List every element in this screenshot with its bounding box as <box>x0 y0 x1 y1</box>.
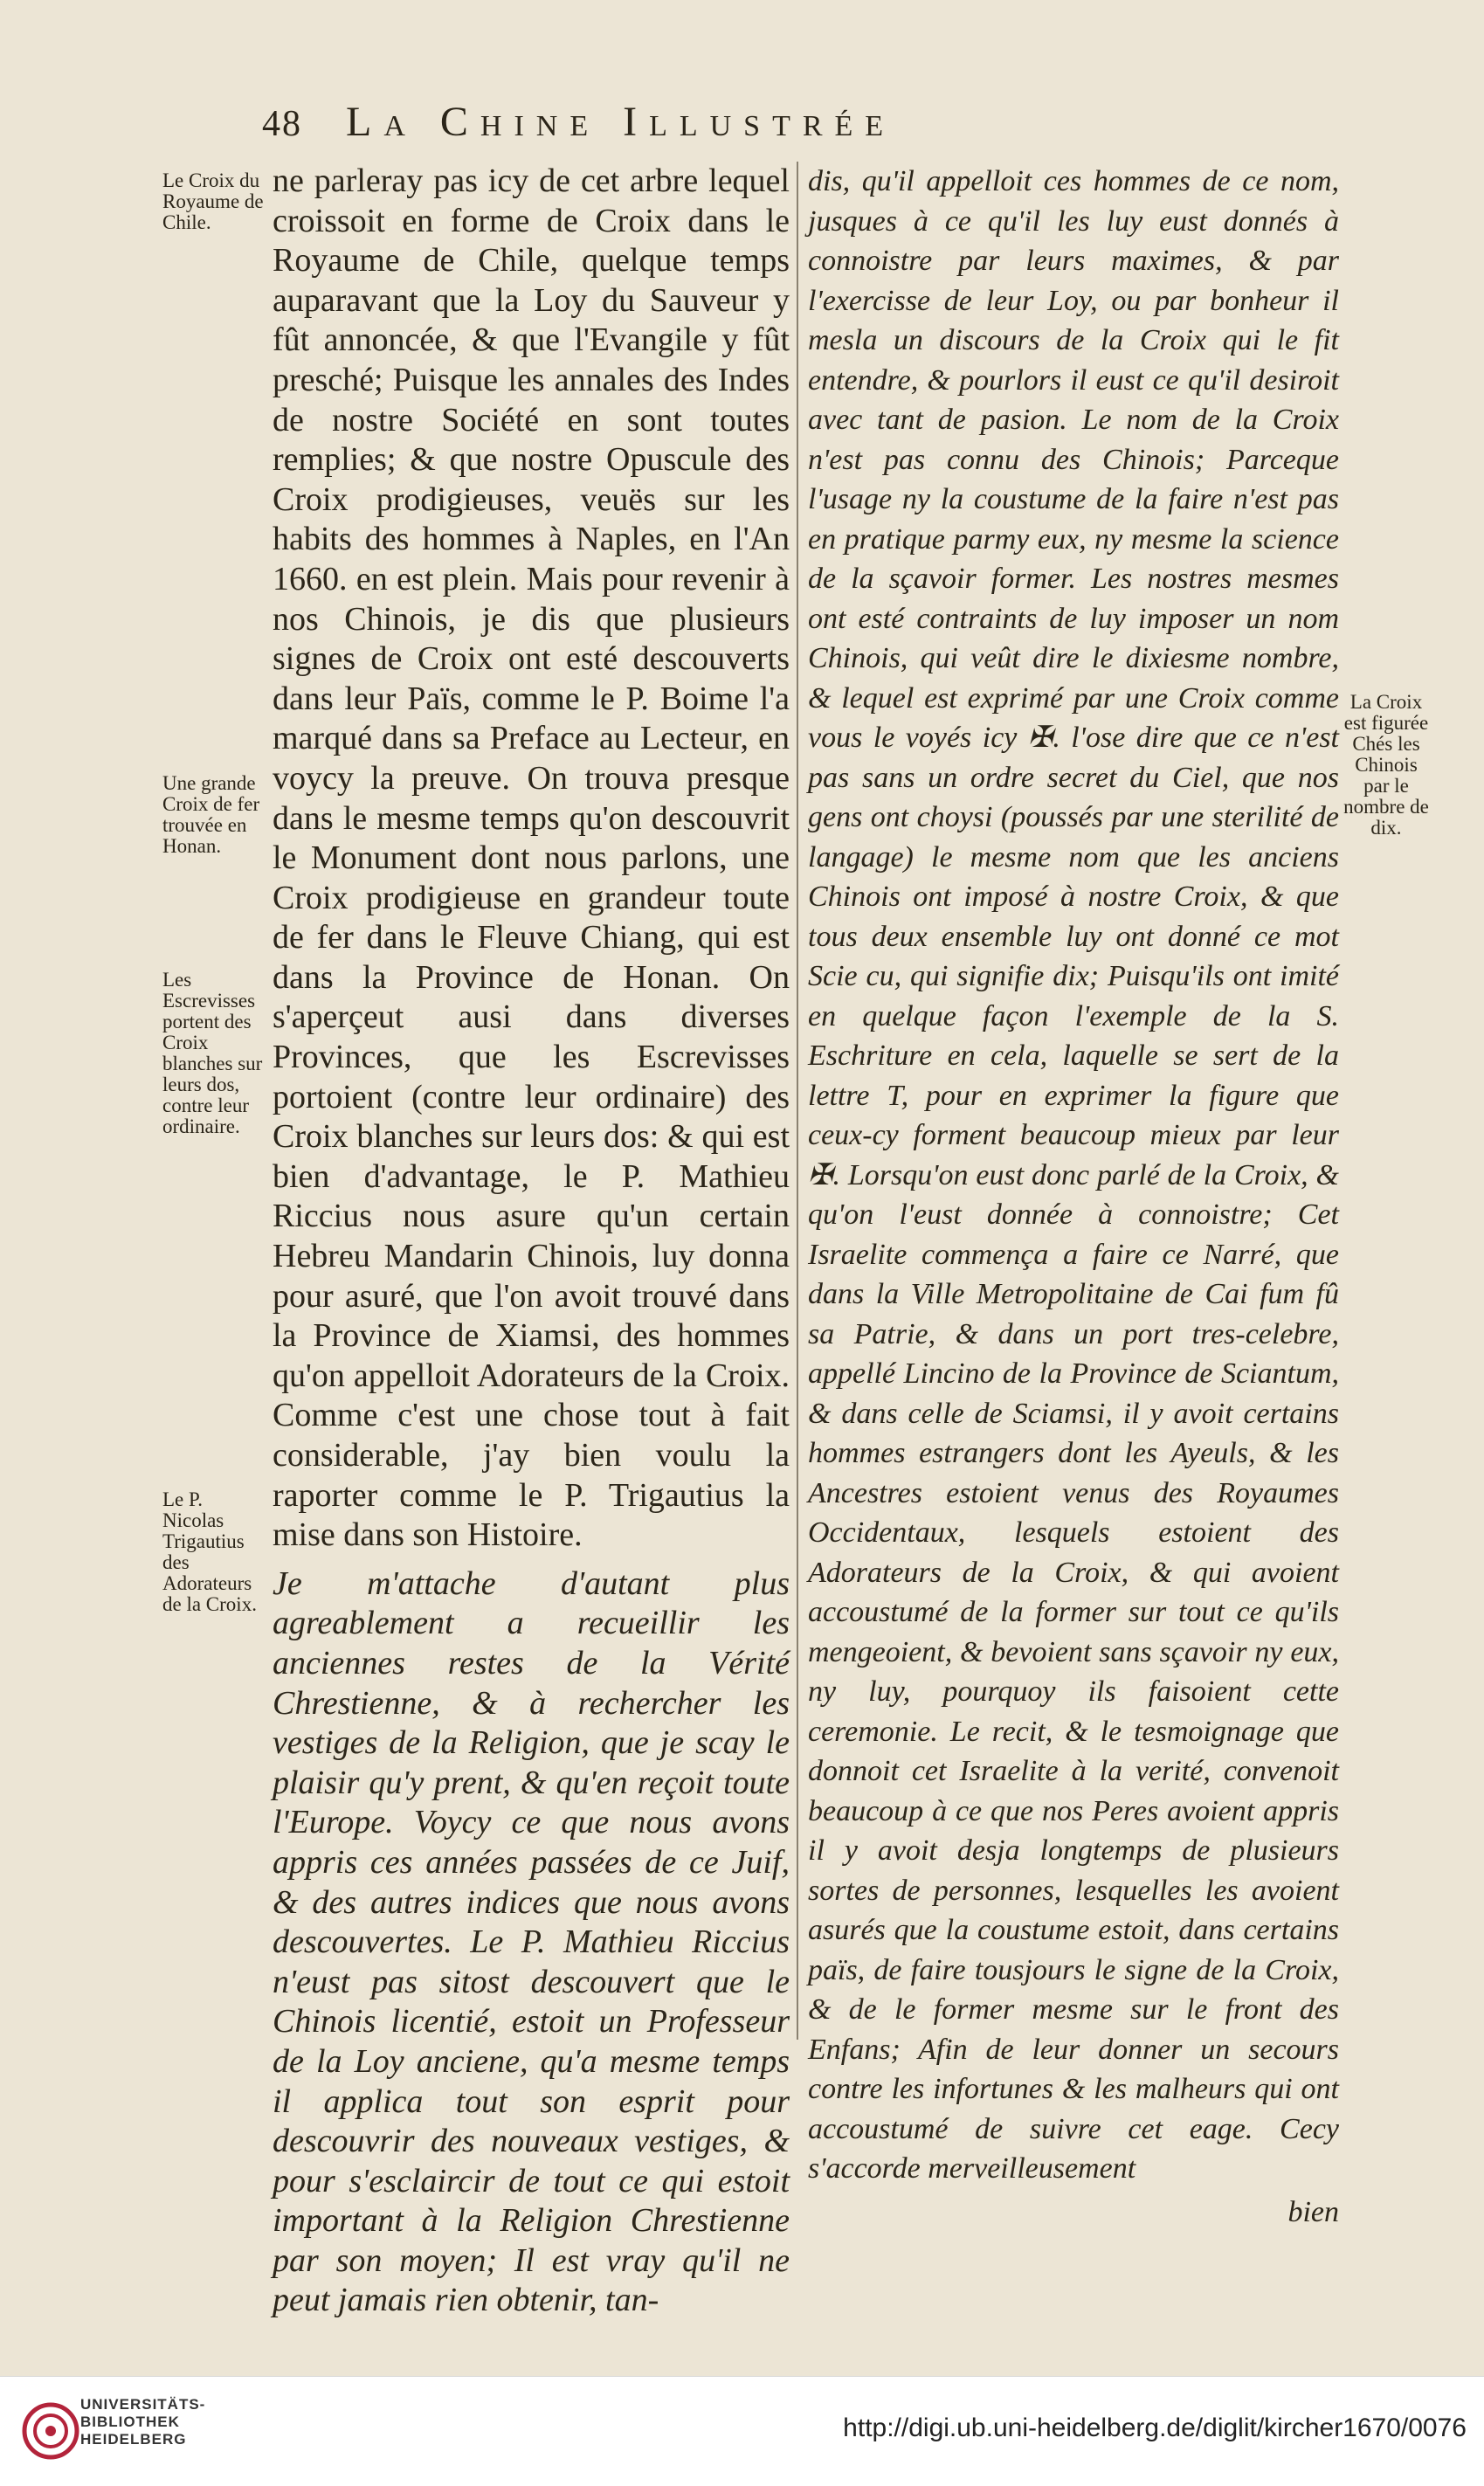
margin-note-trigautius: Le P. Nicolas Trigautius des Adorateurs de la Croix. <box>162 1488 257 1615</box>
left-paragraph-2: Je m'attache d'autant plus agreablement a recueillir les anciennes restes de la Vérité Chrestienne, & à rechercher les vestiges de la Religion, que je scay le plaisir qu'y prent, & qu'en reçoit toute l'Europe. Voycy ce que nous avons appris ces années passées de ce Juif, & des autres indices que nous avons descouvertes. Le P. Mathieu Riccius n'eust pas sitost descouvert que le Chinois licentié, estoit un Professeur de la Loy anciene, qu'a mesme temps il applica tout son esprit pour descouvrir des nouveaux vestiges, & pour s'esclaircir de tout ce qui estoit important à la Religion Chrestienne par son moyen; Il est vray qu'il ne peut jamais rien obtenir, tan- <box>273 1564 790 2319</box>
margin-note-chile: Le Croix du Royaume de Chile. <box>162 169 264 233</box>
viewer-footer <box>0 2376 1484 2486</box>
catchword: bien <box>1287 2195 1339 2228</box>
permalink-url[interactable]: http://digi.ub.uni-heidelberg.de/diglit/kircher1670/0076 <box>843 2413 1467 2442</box>
right-paragraph-1: dis, qu'il appelloit ces hommes de ce nom, jusques à ce qu'il les luy eust donnés à connoistre par leurs maximes, & par l'exercisse de leur Loy, ou par bonheur il mesla un discours de la Croix qui le fit entendre, & pourlors il eust ce qu'il desiroit avec tant de pasion. Le nom de la Croix n'est pas connu des Chinois; Parceque l'usage ny la coustume de la faire n'est pas en pratique parmy eux, ny mesme la science de la sçavoir former. Les nostres mesmes ont esté contraints de luy imposer un nom Chinois, qui veût dire le dixiesme nombre, & lequel est exprimé par une Croix comme vous le voyés icy ✠. l'ose dire que ce n'est pas sans un ordre secret du Ciel, que nos gens ont choysi (poussés par une sterilité de langage) le mesme nom que les anciens Chinois ont imposé à nostre Croix, & que tous deux ensemble luy ont donné ce mot Scie cu, qui signifie dix; Puisqu'ils ont imité en quelque façon l'exemple de la S. Eschriture en cela, laquelle se sert de la lettre T, pour en exprimer la figure que ceux-cy forment beaucoup mieux par leur ✠. Lorsqu'on eust donc parlé de la Croix, & qu'on l'eust donnée à connoistre; Cet Israelite commença a faire ce Narré, que dans la Ville Metropolitaine de Cai fum fû sa Patrie, & dans un port tres-celebre, appellé Lincino de la Province de Sciantum, & dans celle de Sciamsi, il y avoit certains hommes estrangers dont les Ayeuls, & les Ancestres estoient venus des Royaumes Occidentaux, lesquels estoient des Adorateurs de la Croix, & qui avoient accoustumé de la former sur tout ce qu'ils mengeoient, & bevoient sans sçavoir ny eux, ny luy, pourquoy ils faisoient cette ceremonie. Le recit, & le tesmoignage que donnoit cet Israelite à la verité, convenoit beaucoup à ce que nos Peres avoient appris il y avoit desja longtemps de plusieurs sortes de personnes, lesquelles les avoient asurés que la coustume estoit, dans certains païs, de faire tousjours le signe de la Croix, & de le former mesme sur le front des Enfans; Afin de leur donner un secours contre les infortunes & les malheurs qui ont accoustumé de suivre cet eage. Cecy s'accorde merveilleusement <box>808 165 1339 2185</box>
margin-note-escrevisses: Les Escrevisses portent des Croix blanches sur leurs dos, contre leur ordinaire. <box>162 969 263 1137</box>
column-divider <box>797 162 798 2040</box>
running-header <box>262 98 1188 159</box>
left-paragraph-1: ne parleray pas icy de cet arbre lequel croissoit en forme de Croix dans le Royaume de Chile, quelque temps auparavant que la Loy du Sauveur y fût annoncée, & que l'Evangile y fût presché; Puisque les annales des Indes de nostre Société en sont toutes remplies; & que nostre Opuscule des Croix prodigieuses, veuës sur les habits des hommes à Naples, en l'An 1660. en est plein. Mais pour revenir à nos Chinois, je dis que plusieurs signes de Croix ont esté descouverts dans leur Païs, comme le P. Boime l'a marqué dans sa Preface au Lecteur, en voycy la preuve. On trouva presque dans le mesme temps qu'on descouvrit le Monument dont nous parlons, une Croix prodigieuse en grandeur toute de fer dans le Fleuve Chiang, qui est dans la Province de Honan. On s'aperçeut ausi dans diverses Provinces, que les Escrevisses portoient (contre leur ordinaire) des Croix blanches sur leurs dos: & qui est bien d'advantage, le P. Mathieu Riccius nous asure qu'un certain Hebreu Mandarin Chinois, luy donna pour asuré, que l'on avoit trouvé dans la Province de Xiamsi, des hommes qu'on appelloit Adorateurs de la Croix. Comme c'est une chose tout à fait considerable, j'ay bien voulu la raporter comme le P. Trigautius la mise dans son Histoire. <box>273 162 790 1554</box>
right-text-column <box>808 162 1339 2228</box>
margin-note-honan: Une grande Croix de fer trouvée en Honan. <box>162 772 260 857</box>
library-name: UNIVERSITÄTS- BIBLIOTHEK HEIDELBERG <box>80 2396 206 2448</box>
left-text-column <box>273 162 790 2319</box>
book-title: La Chine Illustrée <box>346 99 896 145</box>
page-number: 48 <box>262 104 302 144</box>
margin-note-croix-dix: La Croix est figurée Chés les Chinois par le nombre de dix. <box>1343 691 1429 839</box>
